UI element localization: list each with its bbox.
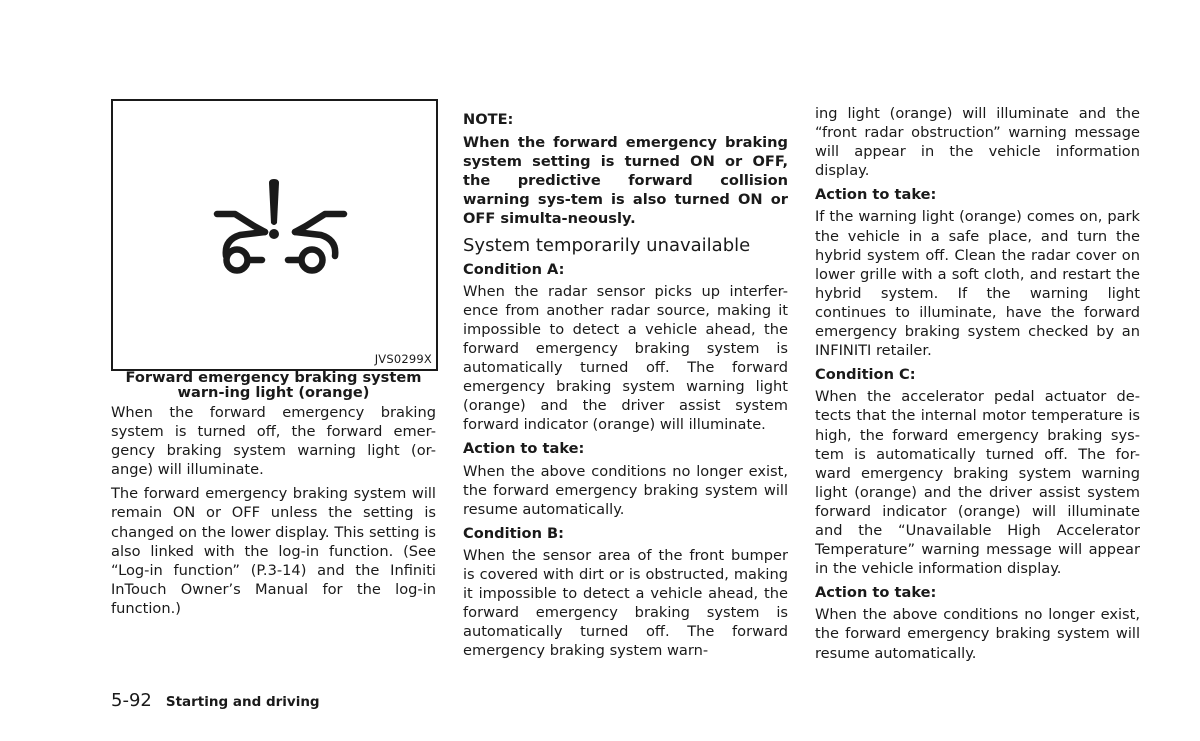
chapter-title: Starting and driving bbox=[165, 694, 320, 710]
action-c-text: When the above conditions no longer exist, the forward emergency braking system will resume automatically. bbox=[815, 606, 1140, 662]
page-footer bbox=[111, 690, 320, 711]
note-label: NOTE: bbox=[463, 111, 514, 128]
column-2 bbox=[463, 110, 788, 660]
condition-a-label: Condition A: bbox=[463, 260, 565, 278]
condition-b-text: When the sensor area of the front bumper is covered with dirt or is obstructed, making it impossible to detect a vehicle ahead, the forward emergency braking system is automatically turned off. The forward emergency braking system warn- bbox=[463, 546, 788, 660]
warning-light-figure bbox=[111, 99, 438, 371]
column-3 bbox=[815, 104, 1140, 663]
paragraph-setting-remains: The forward emergency braking system will remain ON or OFF unless the setting is changed on the lower display. This setting is also linked with the log-in function. (See “Log-in function” (P.3-14) and the Infiniti InTouch Owner’s Manual for the log-in function.) bbox=[111, 485, 436, 617]
note-text: When the forward emergency braking system setting is turned ON or OFF, the predictive forward collision warning sys-tem is also turned ON or OFF simulta-neously. bbox=[463, 134, 788, 228]
condition-c-text: When the accelerator pedal actuator de-tects that the internal motor temperature is high, the forward emergency braking sys-tem is automatically turned off. The for-ward emergency braking system warning light (orange) and the driver assist system forward indicator (orange) will illuminate and the “Unavailable High Accelerator Temperature” warning message will appear in the vehicle information display. bbox=[815, 388, 1140, 578]
condition-c-label: Condition C: bbox=[815, 366, 916, 384]
column-1 bbox=[111, 370, 436, 618]
condition-a-text: When the radar sensor picks up interfer-ence from another radar source, making it impossible to detect a vehicle ahead, the forward emergency braking system is automatically turned off. The forward emergency braking system warning light (orange) and the driver assist system forward indicator (orange) will illuminate. bbox=[463, 282, 788, 434]
paragraph-off-illuminate: When the forward emergency braking system is turned off, the forward emer-gency braking system warning light (or-ange) will illuminate. bbox=[111, 404, 436, 479]
action-a-text: When the above conditions no longer exist, the forward emergency braking system will resume automatically. bbox=[463, 462, 788, 518]
forward-emergency-braking-warning-icon bbox=[113, 101, 436, 369]
page-number: 5-92 bbox=[111, 690, 152, 711]
action-c-label: Action to take: bbox=[815, 584, 937, 602]
action-b-text: If the warning light (orange) comes on, park the vehicle in a safe place, and turn the hybrid system off. Clean the radar cover on lower grille with a soft cloth, and restart the hybrid system. If the warning light continues to illuminate, have the forward emergency braking system checked by an INFINITI retailer. bbox=[815, 208, 1140, 360]
action-a-label: Action to take: bbox=[463, 440, 585, 458]
action-b-label: Action to take: bbox=[815, 186, 937, 204]
condition-b-label: Condition B: bbox=[463, 524, 565, 542]
figure-caption: Forward emergency braking system warn-ing light (orange) bbox=[125, 369, 422, 401]
section-title: System temporarily unavailable bbox=[463, 234, 751, 256]
condition-b-continued: ing light (orange) will illuminate and the “front radar obstruction” warning message will appear in the vehicle information display. bbox=[815, 105, 1140, 180]
figure-id: JVS0299X bbox=[374, 352, 432, 366]
